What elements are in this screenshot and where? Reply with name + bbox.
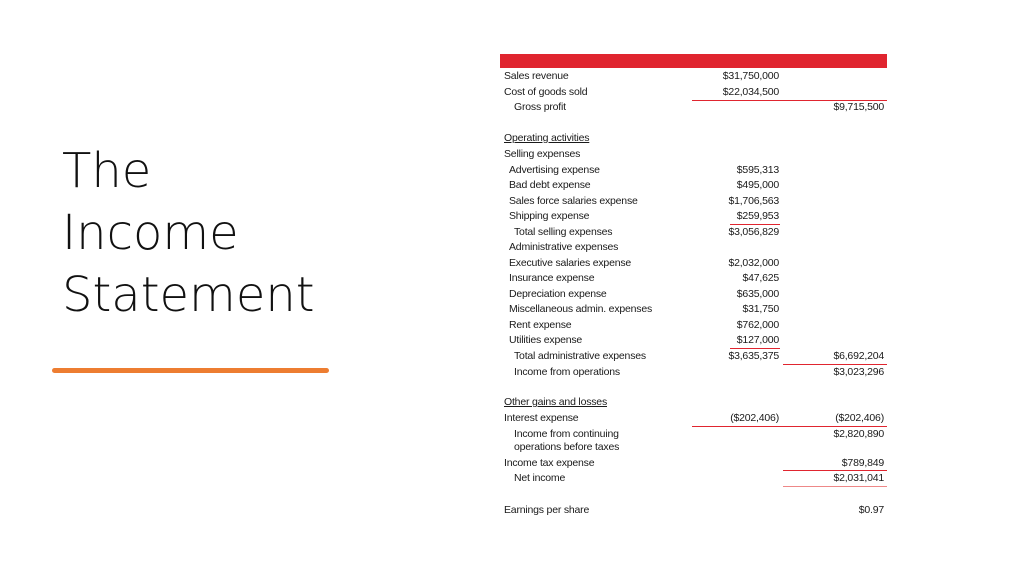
rule-line bbox=[730, 348, 780, 349]
row-col1-value: $47,625 bbox=[742, 272, 779, 284]
row-label: Shipping expense bbox=[509, 210, 590, 222]
row-col1-value: $31,750 bbox=[742, 303, 779, 315]
rule-line bbox=[783, 470, 887, 471]
title-line-2: Income bbox=[62, 205, 239, 261]
row-col2-value: $0.97 bbox=[858, 504, 884, 516]
row-label: Income from operations bbox=[514, 366, 620, 378]
row-label: Interest expense bbox=[504, 412, 579, 424]
row-label: Earnings per share bbox=[504, 504, 590, 516]
row-col2-value: $2,820,890 bbox=[833, 428, 884, 440]
row-label: Cost of goods sold bbox=[504, 86, 588, 98]
row-label: Miscellaneous admin. expenses bbox=[509, 303, 653, 315]
row-col2-value: $9,715,500 bbox=[833, 101, 884, 113]
row-col1-value: $762,000 bbox=[736, 319, 779, 331]
row-col1-value: $495,000 bbox=[736, 179, 779, 191]
row-label: Executive salaries expense bbox=[509, 257, 632, 269]
row-col1-value: $2,032,000 bbox=[728, 257, 779, 269]
row-col1-value: $31,750,000 bbox=[722, 70, 779, 82]
row-label: Net income bbox=[514, 472, 566, 484]
row-col2-value: $2,031,041 bbox=[833, 472, 884, 484]
row-col2-value: $6,692,204 bbox=[833, 350, 884, 362]
row-label: Selling expenses bbox=[504, 148, 581, 160]
row-label: Total selling expenses bbox=[514, 226, 613, 238]
row-col1-value: $595,313 bbox=[736, 164, 779, 176]
row-label: Bad debt expense bbox=[509, 179, 591, 191]
row-col1-value: $127,000 bbox=[736, 334, 779, 346]
row-col2-value: $3,023,296 bbox=[833, 366, 884, 378]
row-label: Sales revenue bbox=[504, 70, 569, 82]
row-col1-value: $3,635,375 bbox=[728, 350, 779, 362]
row-col1-value: $22,034,500 bbox=[722, 86, 779, 98]
row-col1-value: $3,056,829 bbox=[728, 226, 779, 238]
row-label: Depreciation expense bbox=[509, 288, 607, 300]
row-label: Sales force salaries expense bbox=[509, 195, 638, 207]
row-label: Gross profit bbox=[514, 101, 566, 113]
row-label: operations before taxes bbox=[514, 441, 620, 453]
title-line-1: The bbox=[62, 143, 152, 199]
row-col1-value: ($202,406) bbox=[730, 412, 779, 424]
row-col1-value: $635,000 bbox=[736, 288, 779, 300]
slide-title bbox=[62, 140, 315, 326]
row-label: Income tax expense bbox=[504, 457, 595, 469]
rule-line bbox=[692, 426, 887, 427]
row-col2-value: $789,849 bbox=[841, 457, 884, 469]
row-label: Utilities expense bbox=[509, 334, 583, 346]
row-col1-value: $259,953 bbox=[736, 210, 779, 222]
rule-line bbox=[730, 224, 780, 225]
row-col2-value: ($202,406) bbox=[835, 412, 884, 424]
row-label: Income from continuing bbox=[514, 428, 619, 440]
row-col1-value: $1,706,563 bbox=[728, 195, 779, 207]
rule-line bbox=[783, 486, 887, 487]
row-label: Rent expense bbox=[509, 319, 572, 331]
title-line-3: Statement bbox=[62, 267, 315, 323]
row-label: Advertising expense bbox=[509, 164, 600, 176]
row-label: Insurance expense bbox=[509, 272, 595, 284]
row-label: Total administrative expenses bbox=[514, 350, 646, 362]
row-label: Administrative expenses bbox=[509, 241, 619, 253]
income-statement-table bbox=[500, 54, 887, 524]
title-accent-underline bbox=[52, 368, 329, 373]
rule-line bbox=[783, 364, 887, 365]
section-heading: Operating activities bbox=[504, 132, 590, 144]
section-heading: Other gains and losses bbox=[504, 396, 607, 408]
statement-header-bar bbox=[500, 54, 887, 68]
